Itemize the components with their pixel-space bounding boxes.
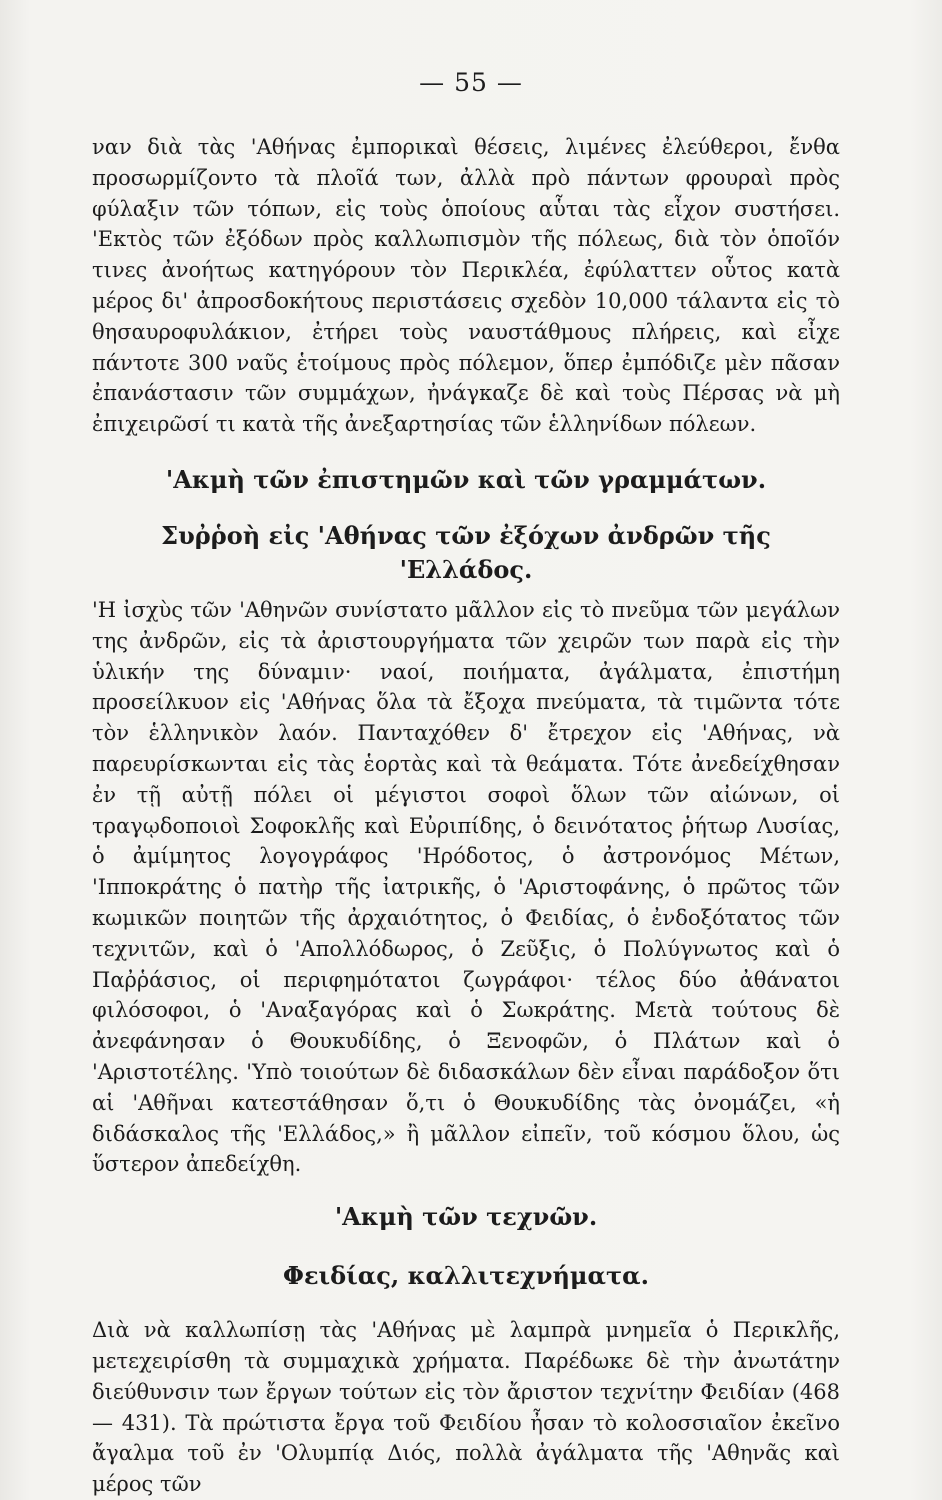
section-heading-arts: 'Ακμὴ τῶν τεχνῶν.: [334, 1202, 598, 1232]
section-heading-sciences: 'Ακμὴ τῶν ἐπιστημῶν καὶ τῶν γραμμάτων.: [165, 464, 767, 494]
paragraph-phidias: Διὰ νὰ καλλωπίσῃ τὰς 'Αθήνας μὲ λαμπρὰ μνημεῖα ὁ Περικλῆς, μετεχειρίσθη τὰ συμμαχικὰ χρήματα. Παρέδωκε δὲ τὴν ἀνωτάτην διεύθυνσιν των ἔργων τούτων εἰς τὸν ἄριστον τεχνίτην Φειδίαν (468 — 431). Τὰ πρώτιστα ἔργα τοῦ Φειδίου ἦσαν τὸ κολοσσιαῖον ἐκεῖνο ἄγαλμα τοῦ ἐν 'Ολυμπίᾳ Διός, πολλὰ ἀγάλματα τῆς 'Αθηνᾶς καὶ μέρος τῶν: [92, 1318, 840, 1497]
paragraph-intro: ναν διὰ τὰς 'Αθήνας ἐμπορικαὶ θέσεις, λιμένες ἐλεύθεροι, ἔνθα προσωρμίζοντο τὰ πλοῖά των, ἀλλὰ πρὸ πάντων φρουραὶ πρὸς φύλαξιν τῶν τόπων, εἰς τοὺς ὁποίους αὗται τὰς εἶχον συστήσει. 'Εκτὸς τῶν ἐξόδων πρὸς καλλωπισμὸν τῆς πόλεως, διὰ τὸν ὁποῖόν τινες ἀνοήτως κατηγόρουν τὸν Περικλέα, ἐφύλαττεν οὗτος κατὰ μέρος δι' ἀπροσδοκήτους περιστάσεις σχεδὸν 10,000 τάλαντα εἰς τὸ θησαυροφυλάκιον, ἐτήρει τοὺς ναυστάθμους πλήρεις, καὶ εἶχε πάντοτε 300 ναῦς ἑτοίμους πρὸς πόλεμον, ὅπερ ἐμπόδιζε μὲν πᾶσαν ἐπανάστασιν τῶν συμμάχων, ἠνάγκαζε δὲ καὶ τοὺς Πέρσας νὰ μὴ ἐπιχειρῶσί τι κατὰ τῆς ἀνεξαρτησίας τῶν ἑλληνίδων πόλεων.: [92, 135, 840, 437]
section-heading-great-men: Συῤῥοὴ εἰς 'Αθήνας τῶν ἐξόχων ἀνδρῶν τῆς 'Ελλάδος.: [161, 520, 771, 584]
section-heading-phidias: Φειδίας, καλλιτεχνήματα.: [283, 1261, 649, 1291]
page-number: — 55 —: [419, 68, 523, 97]
paragraph-athens-strength: 'Η ἰσχὺς τῶν 'Αθηνῶν συνίστατο μᾶλλον εἰς τὸ πνεῦμα τῶν μεγάλων της ἀνδρῶν, εἰς τὰ ἀριστουργήματα τῶν χειρῶν των παρὰ εἰς τὴν ὑλικήν της δύναμιν· ναοί, ποιήματα, ἀγάλματα, ἐπιστήμη προσείλκυον εἰς 'Αθήνας ὅλα τὰ ἔξοχα πνεύματα, τὰ τιμῶντα τότε τὸν ἑλληνικὸν λαόν. Πανταχόθεν δ' ἔτρεχον εἰς 'Αθήνας, νὰ παρευρίσκωνται εἰς τὰς ἑορτὰς καὶ τὰ θεάματα. Τότε ἀνεδείχθησαν ἐν τῇ αὐτῇ πόλει οἱ μέγιστοι σοφοὶ ὅλων τῶν αἰώνων, οἱ τραγῳδοποιοὶ Σοφοκλῆς καὶ Εὐριπίδης, ὁ δεινότατος ῥήτωρ Λυσίας, ὁ ἀμίμητος λογογράφος 'Ηρόδοτος, ὁ ἀστρονόμος Μέτων, 'Ιπποκράτης ὁ πατὴρ τῆς ἰατρικῆς, ὁ 'Αριστοφάνης, ὁ πρῶτος τῶν κωμικῶν ποιητῶν τῆς ἀρχαιότητος, ὁ Φειδίας, ὁ ἐνδοξότατος τῶν τεχνιτῶν, καὶ ὁ 'Απολλόδωρος, ὁ Ζεῦξις, ὁ Πολύγνωτος καὶ ὁ Παῤῥάσιος, οἱ περιφημότατοι ζωγράφοι· τέλος δύο ἀθάνατοι φιλόσοφοι, ὁ 'Αναξαγόρας καὶ ὁ Σωκράτης. Μετὰ τούτους δὲ ἀνεφάνησαν ὁ Θουκυδίδης, ὁ Ξενοφῶν, ὁ Πλάτων καὶ ὁ 'Αριστοτέλης. 'Υπὸ τοιούτων δὲ διδασκάλων δὲν εἶναι παράδοξον ὅτι αἱ 'Αθῆναι κατεστάθησαν ὅ,τι ὁ Θουκυδίδης τὰς ὀνομάζει, «ἡ διδάσκαλος τῆς 'Ελλάδος,» ἢ μᾶλλον εἰπεῖν, τοῦ κόσμου ὅλου, ὡς ὕστερον ἀπεδείχθη.: [92, 597, 840, 1177]
page-body: [92, 132, 840, 1500]
